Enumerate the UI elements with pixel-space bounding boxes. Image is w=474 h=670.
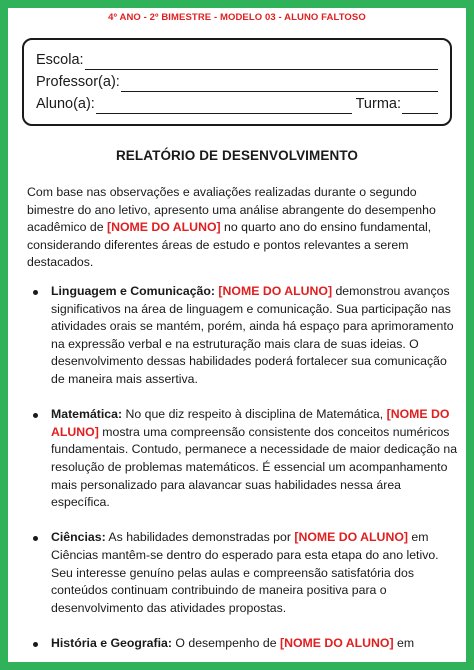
section-heading: Matemática:: [51, 407, 123, 422]
section-text-after: em: [393, 635, 415, 650]
section-language: [27, 283, 461, 389]
section-heading: Ciências:: [51, 530, 106, 545]
intro-text-before: Com base nas observações e avaliações realizadas durante o segundo bimestre do ano letivo, apresento uma análise abrangente do desempenho acadêmico de: [27, 185, 436, 235]
section-science: [27, 529, 461, 617]
student-name-placeholder: [NOME DO ALUNO]: [294, 530, 408, 545]
section-heading: História e Geografia:: [51, 635, 172, 650]
class-label: Turma:: [355, 96, 401, 112]
identification-box: [22, 38, 452, 126]
intro-text-after: no quarto ano do ensino fundamental, considerando diferentes áreas de estudo e pontos relevantes a serem destacados.: [27, 220, 432, 270]
teacher-line: [36, 70, 438, 92]
student-name-placeholder: [NOME DO ALUNO]: [51, 407, 450, 439]
intro-paragraph: [27, 184, 461, 272]
section-text-before: No que diz respeito à disciplina de Matemática,: [122, 407, 387, 422]
section-math: [27, 406, 461, 512]
section-text-after: em Ciências mantêm-se dentro do esperado para esta etapa do ano letivo. Seu interesse genuíno pelas aulas e compreensão satisfatória dos conteúdos continuam contribuindo de maneira positiva para o desenvolvimento das atividades propostas.: [51, 530, 439, 615]
school-label: Escola:: [36, 52, 84, 68]
section-heading: Linguagem e Comunicação:: [51, 284, 215, 298]
top-banner: 4º ANO - 2º BIMESTRE - MODELO 03 - ALUNO FALTOSO: [108, 12, 366, 23]
teacher-field[interactable]: [121, 76, 438, 92]
section-text-before: O desempenho de: [171, 635, 280, 650]
report-title: RELATÓRIO DE DESENVOLVIMENTO: [115, 148, 359, 163]
sections-list: [27, 283, 461, 670]
section-text-after: demonstrou avanços significativos na área de linguagem e comunicação. Sua participação nas atividades orais se mantém, porém, ainda há espaço para aprimoramento na expressão verbal e na estruturação mais clara de suas ideias. O desenvolvimento dessas habilidades poderá fortalecer sua comunicação de maneira mais assertiva.: [51, 284, 454, 386]
student-label: Aluno(a):: [36, 96, 95, 112]
class-field[interactable]: [402, 98, 438, 114]
teacher-label: Professor(a):: [36, 74, 120, 90]
school-field[interactable]: [85, 54, 438, 70]
student-field[interactable]: [96, 98, 352, 114]
student-line: [36, 92, 438, 114]
section-text-after: mostra uma compreensão consistente dos conceitos numéricos fundamentais. Contudo, permanece a necessidade de maior dedicação na resolução de problemas matemáticos. É essencial um acompanhamento mais personalizado para alavancar suas habilidades nessa área específica.: [51, 424, 458, 510]
section-history-geography: [27, 635, 461, 653]
student-name-placeholder: [NOME DO ALUNO]: [279, 635, 394, 650]
section-text-before: As habilidades demonstradas por: [105, 530, 295, 545]
student-name-placeholder: [NOME DO ALUNO]: [106, 220, 221, 235]
school-line: [36, 48, 438, 70]
student-name-placeholder: [NOME DO ALUNO]: [218, 284, 333, 298]
